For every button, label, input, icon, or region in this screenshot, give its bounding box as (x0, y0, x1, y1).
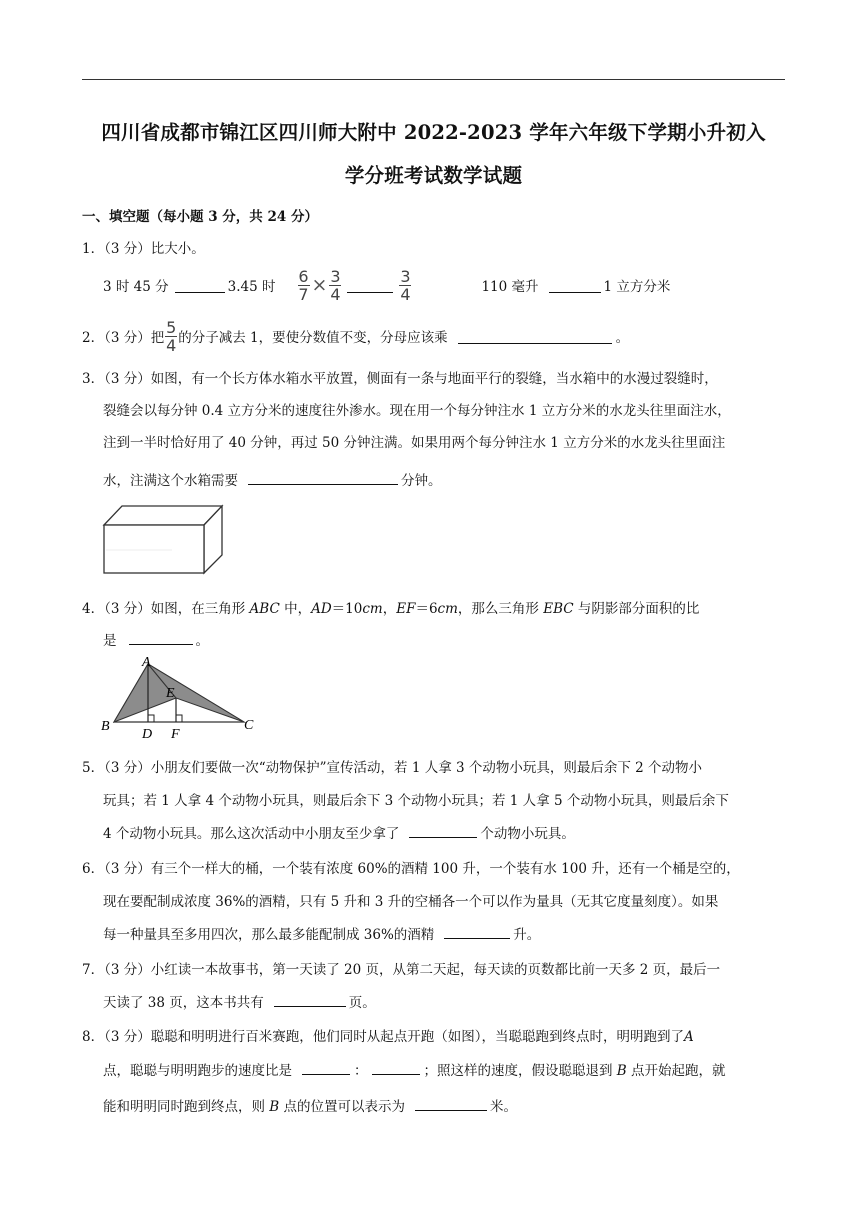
q1-a-tail: 3.45 时 (227, 279, 276, 295)
q3-line2: 裂缝会以每分钟 0.4 立方分米的速度往外渗水。现在用一个每分钟注水 1 立方分米的水龙头往里面注水， (103, 403, 731, 419)
q2-blank[interactable] (458, 329, 612, 344)
q8-line1: 8．（3 分）聪聪和明明进行百米赛跑，他们同时从起点开跑（如图），当聪聪跑到终点时，明明跑到了A (82, 1029, 694, 1045)
q7-line1: 7．（3 分）小红读一本故事书，第一天读了 20 页，从第二天起，每天读的页数都比前一天多 2 页，最后一 (82, 962, 721, 978)
q4-line2: 是 。 (103, 629, 209, 649)
q2-frac: $\frac{5}{4}$ (166, 317, 177, 355)
q1-compare-row (103, 263, 670, 307)
q8-blank-3[interactable] (415, 1096, 487, 1111)
q1-c-text: 110 毫升 (481, 279, 539, 295)
label-e: E (166, 686, 175, 701)
q8-blank-2[interactable] (372, 1060, 420, 1075)
q6-line2: 现在要配制成浓度 36%的酒精，只有 5 升和 3 升的空桶各一个可以作为量具（无其它度量刻度）。如果 (103, 894, 719, 910)
doc-title-line1: 四川省成都市锦江区四川师大附中 2022-2023 学年六年级下学期小升初入 (101, 121, 766, 144)
q5-line1: 5．（3 分）小朋友们要做一次“动物保护”宣传活动，若 1 人拿 3 个动物小玩具，则最后余下 2 个动物小 (82, 760, 703, 776)
q1-frac2: $\frac{3}{4}$ (330, 266, 341, 304)
q2-end: 。 (615, 330, 630, 346)
q8-blank-1[interactable] (302, 1060, 350, 1075)
q5-blank[interactable] (409, 823, 477, 838)
q7-blank[interactable] (274, 992, 346, 1007)
q8-line3: 能和明明同时跑到终点，则 B 点的位置可以表示为 米。 (103, 1095, 517, 1115)
q1-a-text: 3 时 45 分 (103, 279, 169, 295)
q2-pre: 2．（3 分）把 (82, 330, 165, 346)
water-tank-figure (100, 503, 230, 575)
q4-blank[interactable] (129, 630, 193, 645)
q1-c-tail: 1 立方分米 (603, 279, 671, 295)
q3-line4: 水，注满这个水箱需要 分钟。 (103, 469, 442, 489)
q5-line2: 玩具；若 1 人拿 4 个动物小玩具，则最后余下 3 个动物小玩具；若 1 人拿 5 个动物小玩具，则最后余下 (103, 793, 729, 809)
label-d: D (142, 727, 153, 742)
q1-blank-a[interactable] (175, 278, 225, 293)
section-heading: 一、填空题（每小题 3 分，共 24 分） (82, 209, 318, 225)
label-c: C (244, 718, 254, 733)
label-a: A (142, 655, 151, 670)
q8-line2: 点，聪聪与明明跑步的速度比是 ： ；照这样的速度，假设聪聪退到 B 点开始起跑，就 (103, 1059, 726, 1079)
q6-blank[interactable] (444, 924, 510, 939)
q3-line3: 注到一半时恰好用了 40 分钟，再过 50 分钟注满。如果用两个每分钟注水 1 立方分米的水龙头往里面注 (103, 435, 726, 451)
label-f: F (171, 727, 180, 742)
q2-line (82, 316, 629, 356)
q3-blank[interactable] (248, 470, 398, 485)
q1-frac1: $\frac{6}{7}$ (298, 266, 309, 304)
q7-line2: 天读了 38 页，这本书共有 页。 (103, 991, 376, 1011)
q3-line1: 3．（3 分）如图，有一个长方体水箱水平放置，侧面有一条与地面平行的裂缝，当水箱中的水漫过裂缝时， (82, 371, 718, 387)
triangle-figure (96, 652, 264, 742)
times-sign: × (311, 274, 328, 296)
header-rule (82, 79, 785, 80)
label-b: B (101, 719, 110, 734)
q4-line1: 4．（3 分）如图，在三角形 ABC 中，AD＝10cm，EF＝6cm，那么三角形 EBC 与阴影部分面积的比 (82, 601, 700, 617)
doc-title-line2: 学分班考试数学试题 (344, 164, 523, 187)
q1-blank-b[interactable] (347, 278, 393, 293)
q2-post: 的分子减去 1，要使分数值不变，分母应该乘 (178, 330, 448, 346)
q1-head: 1．（3 分）比大小。 (82, 241, 205, 257)
q6-line1: 6．（3 分）有三个一样大的桶，一个装有浓度 60%的酒精 100 升，一个装有水 100 升，还有一个桶是空的， (82, 861, 740, 877)
q6-line3: 每一种量具至多用四次，那么最多能配制成 36%的酒精 升。 (103, 923, 540, 943)
q1-frac3: $\frac{3}{4}$ (400, 266, 411, 304)
q1-blank-c[interactable] (549, 278, 601, 293)
q5-line3: 4 个动物小玩具。那么这次活动中小朋友至少拿了 个动物小玩具。 (103, 822, 575, 842)
